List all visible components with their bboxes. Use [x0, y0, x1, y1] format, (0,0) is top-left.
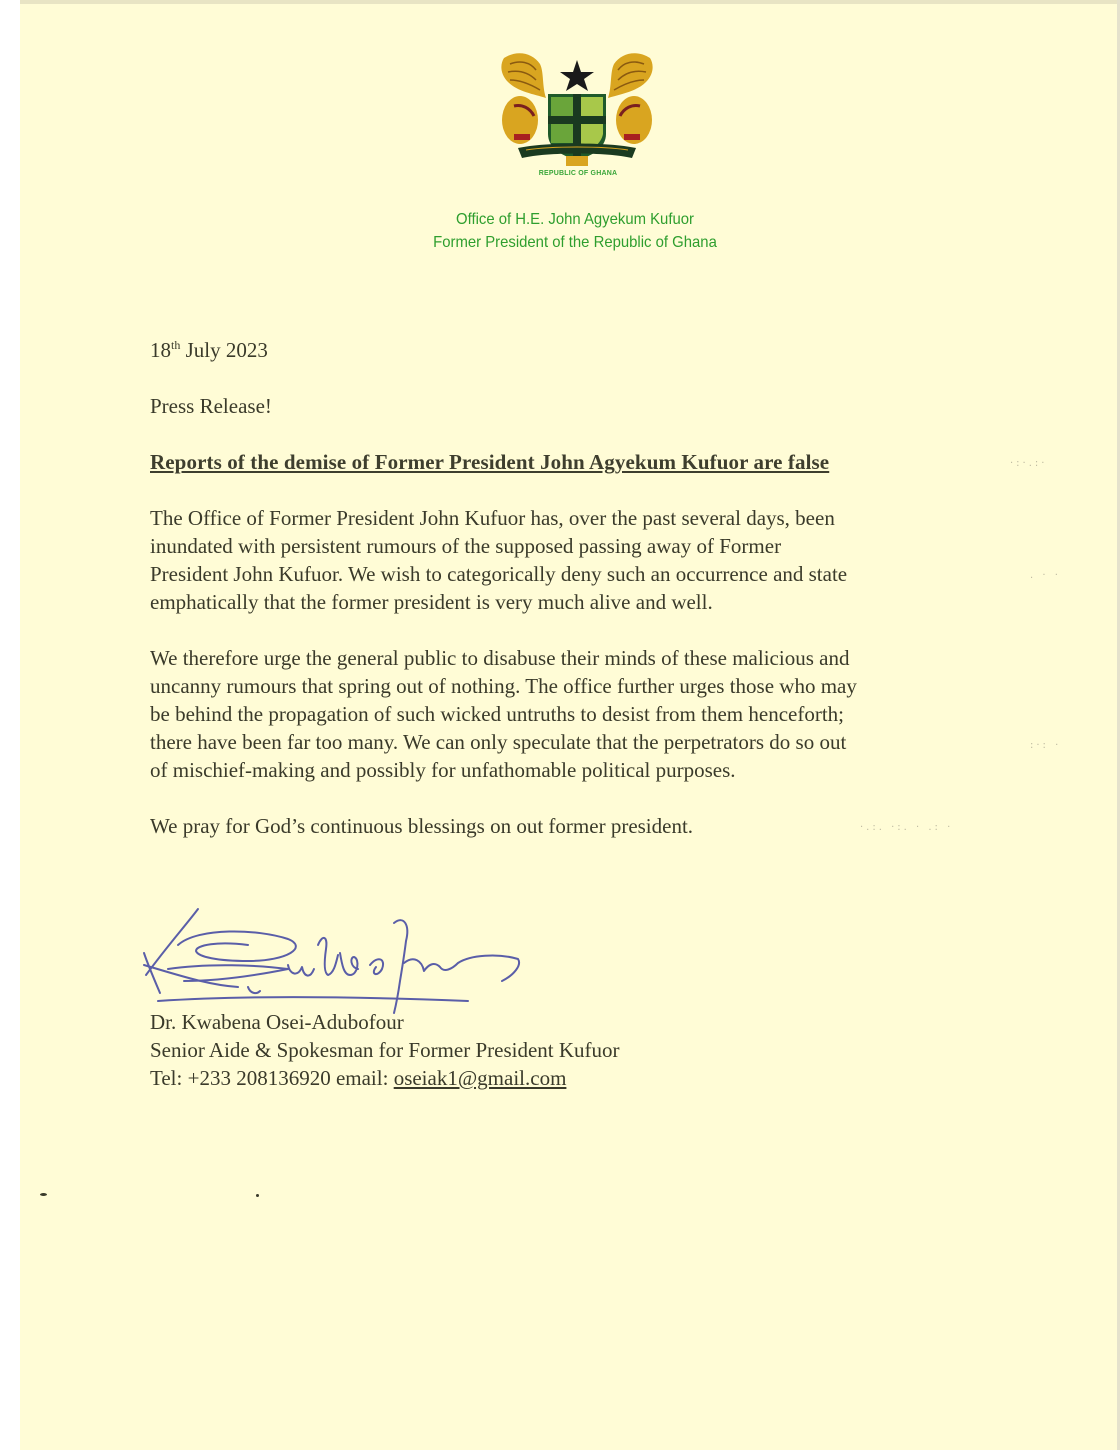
paragraph-line: emphatically that the former president is very much alive and well. — [150, 590, 713, 614]
date-suffix: th — [171, 338, 181, 352]
paragraph-2 — [150, 644, 1030, 784]
document-label: Press Release! — [150, 394, 272, 418]
office-line-1: Office of H.E. John Agyekum Kufuor — [456, 211, 694, 228]
paragraph-line: President John Kufuor. We wish to categorically deny such an occurrence and state — [150, 562, 848, 586]
office-header — [347, 208, 803, 254]
paragraph-line: We pray for God’s continuous blessings on out former president. — [150, 814, 694, 838]
document-date — [150, 338, 268, 363]
scan-speck — [256, 1194, 259, 1197]
signatory-name: Dr. Kwabena Osei-Adubofour — [150, 1010, 404, 1034]
scan-speck — [40, 1193, 47, 1196]
signatory-contact — [150, 1064, 620, 1092]
date-month-year: July 2023 — [180, 338, 268, 362]
scan-noise: ·.:. ·:. · .: · — [860, 822, 954, 833]
paragraph-line: inundated with persistent rumours of the supposed passing away of Former — [150, 534, 782, 558]
paragraph-line: The Office of Former President John Kufuor has, over the past several days, been — [150, 506, 835, 530]
crest-caption: REPUBLIC OF GHANA — [538, 170, 618, 177]
office-line-2: Former President of the Republic of Ghana — [433, 234, 717, 251]
date-day: 18 — [150, 338, 171, 362]
paragraph-line: We therefore urge the general public to disabuse their minds of these malicious and — [150, 646, 850, 670]
ghana-coat-of-arms-icon — [496, 46, 658, 170]
signatory-title: Senior Aide & Spokesman for Former President Kufuor — [150, 1038, 620, 1062]
paragraph-1 — [150, 504, 1030, 616]
paragraph-line: uncanny rumours that spring out of nothing. The office further urges those who may — [150, 674, 857, 698]
paragraph-line: there have been far too many. We can only speculate that the perpetrators do so out — [150, 730, 847, 754]
signatory-tel: Tel: +233 208136920 — [150, 1066, 336, 1090]
paragraph-line: be behind the propagation of such wicked untruths to desist from them henceforth; — [150, 702, 844, 726]
signatory-email-link[interactable]: oseiak1@gmail.com — [393, 1066, 567, 1090]
handwritten-signature-icon — [138, 905, 538, 1015]
scan-noise: . · · — [1030, 570, 1061, 581]
signatory-email-label: email: — [335, 1066, 394, 1090]
scan-noise: :·: · — [1030, 740, 1062, 751]
paragraph-line: of mischief-making and possibly for unfathomable political purposes. — [150, 758, 736, 782]
scan-noise: ·:·.:· — [1010, 458, 1048, 469]
headline: Reports of the demise of Former President John Agyekum Kufuor are false — [150, 450, 830, 474]
page-top-edge — [20, 0, 1120, 4]
signatory-block — [150, 1008, 620, 1092]
